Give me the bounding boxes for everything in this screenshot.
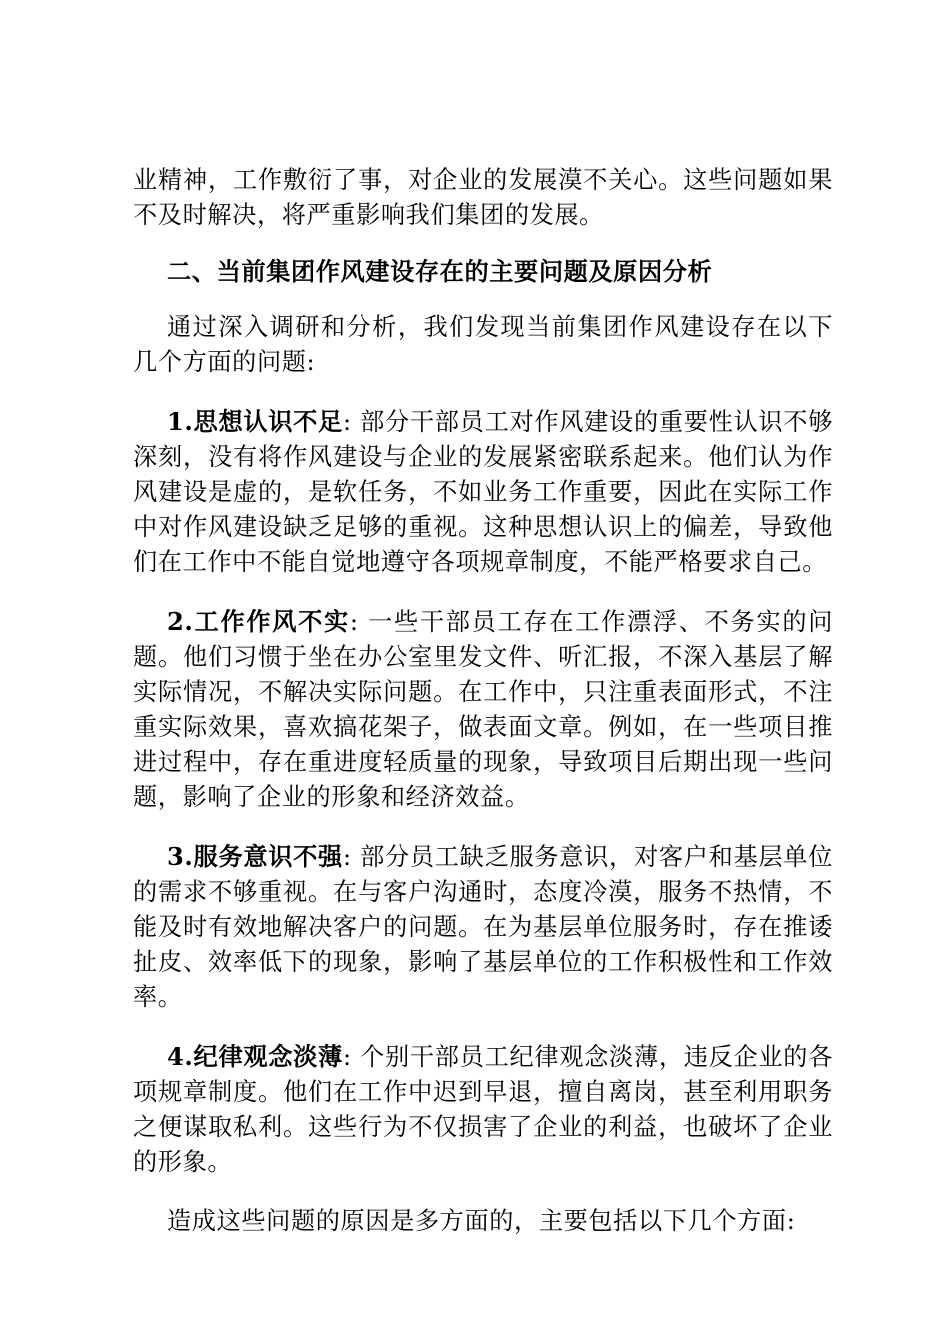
- problem-item-title: 1.思想认识不足: [167, 407, 343, 436]
- problem-item-separator: :: [342, 843, 361, 871]
- problem-item-title: 3.服务意识不强: [167, 842, 343, 871]
- section-heading: 二、当前集团作风建设存在的主要问题及原因分析: [167, 257, 713, 286]
- problem-item-body: 个别干部员工纪律观念淡薄，违反企业的各项规章制度。他们在工作中迟到早退，擅自离岗，甚至利用职务之便谋取私利。这些行为不仅损害了企业的利益，也破坏了企业的形象。: [133, 1043, 833, 1176]
- document-body: [133, 163, 833, 1239]
- problem-item-separator: :: [342, 408, 361, 436]
- problem-item-4: [133, 1039, 833, 1180]
- problem-item-body: 部分干部员工对作风建设的重要性认识不够深刻，没有将作风建设与企业的发展紧密联系起来。他们认为作风建设是虚的，是软任务，不如业务工作重要，因此在实际工作中对作风建设缺乏足够的重视。这种思想认识上的偏差，导致他们在工作中不能自觉地遵守各项规章制度，不能严格要求自己。: [133, 408, 833, 576]
- problem-item-title: 4.纪律观念淡薄: [167, 1042, 343, 1071]
- intro-paragraph: 通过深入调研和分析，我们发现当前集团作风建设存在以下几个方面的问题:: [133, 313, 833, 376]
- problem-item-2: [133, 604, 833, 815]
- problem-item-body: 一些干部员工存在工作漂浮、不务实的问题。他们习惯于坐在办公室里发文件、听汇报，不深入基层了解实际情况，不解决实际问题。在工作中，只注重表面形式，不注重实际效果，喜欢搞花架子，做表面文章。例如，在一些项目推进过程中，存在重进度轻质量的现象，导致项目后期出现一些问题，影响了企业的形象和经济效益。: [133, 608, 833, 811]
- problem-item-title: 2.工作作风不实: [167, 607, 350, 636]
- problem-item-3: [133, 839, 833, 1015]
- problem-item-separator: :: [349, 608, 369, 636]
- problem-item-body: 部分员工缺乏服务意识，对客户和基层单位的需求不够重视。在与客户沟通时，态度冷漠，服务不热情，不能及时有效地解决客户的问题。在为基层单位服务时，存在推诿扯皮、效率低下的现象，影响了基层单位的工作积极性和工作效率。: [133, 843, 833, 1011]
- closing-paragraph: 造成这些问题的原因是多方面的，主要包括以下几个方面:: [167, 1207, 796, 1235]
- problem-item-separator: :: [342, 1043, 361, 1071]
- problem-item-1: [133, 404, 833, 580]
- continuation-paragraph: 业精神，工作敷衍了事，对企业的发展漠不关心。这些问题如果不及时解决，将严重影响我们集团的发展。: [133, 166, 833, 229]
